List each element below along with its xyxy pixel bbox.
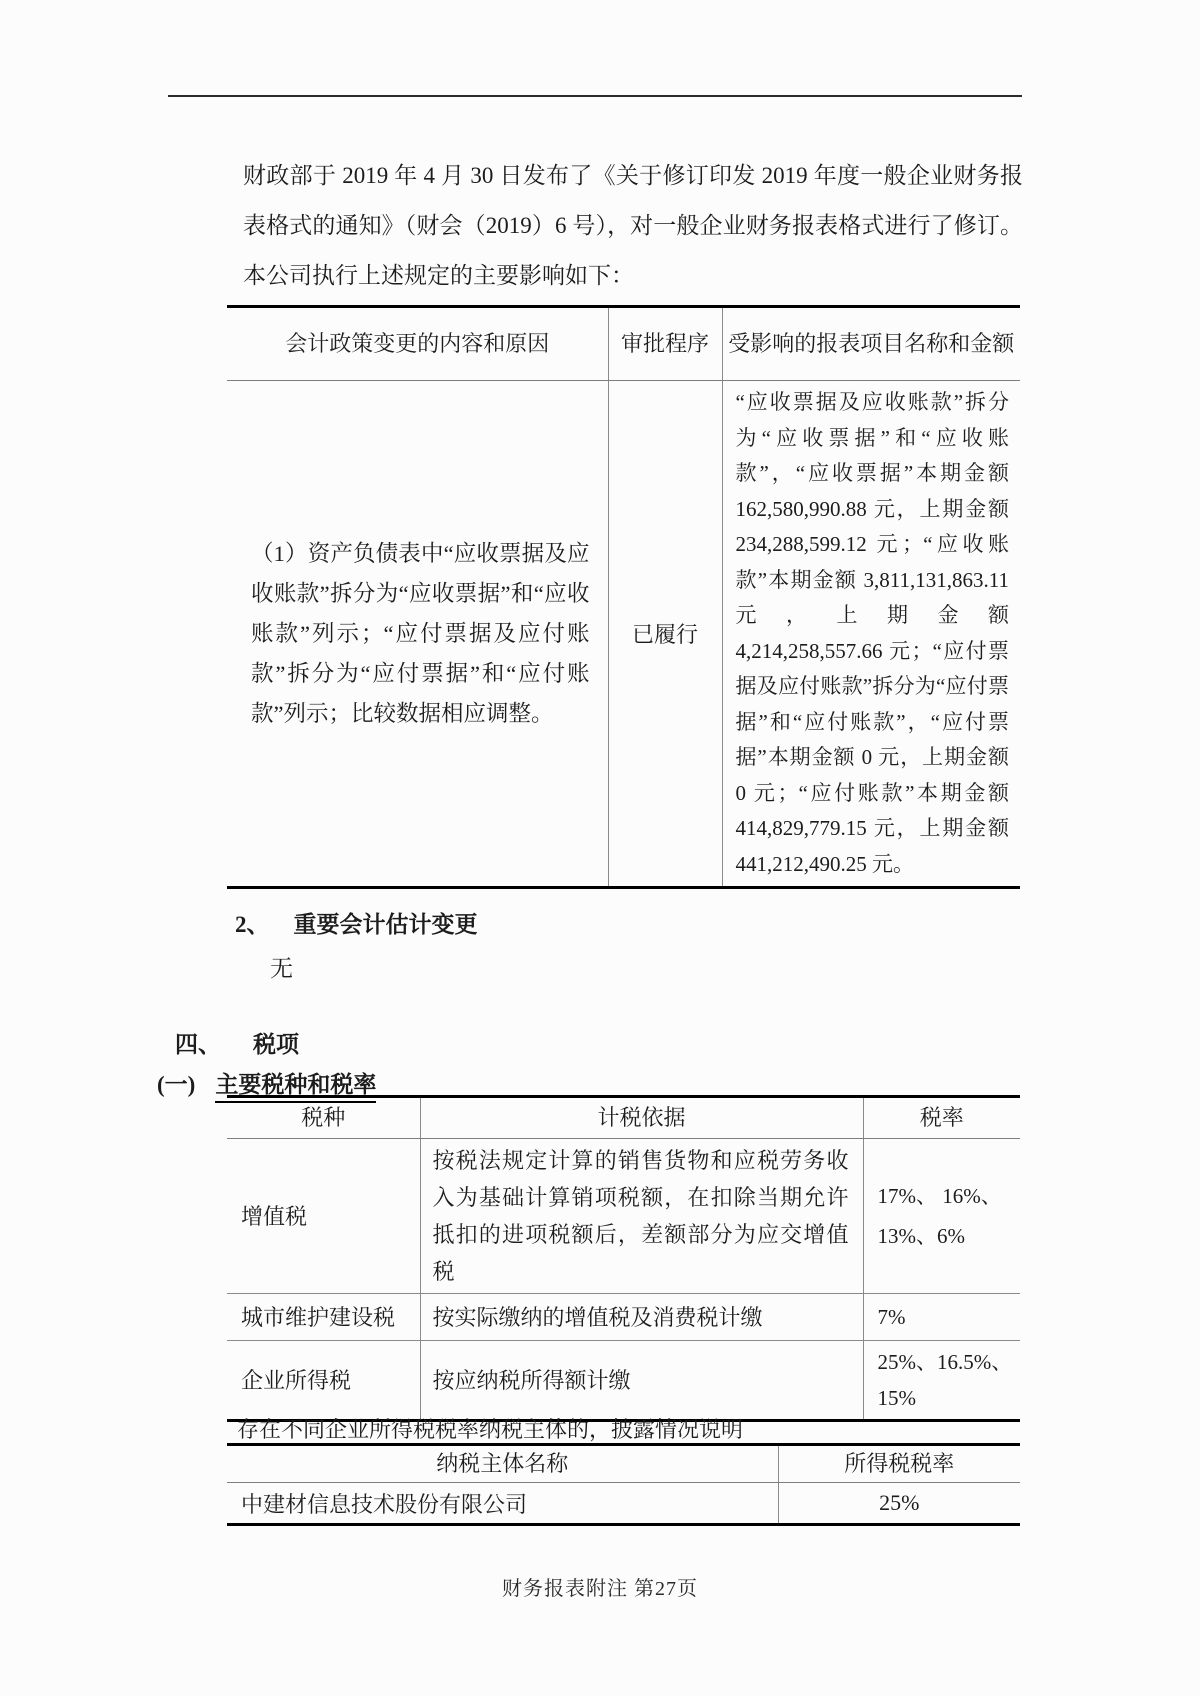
entity-header-name: 纳税主体名称	[227, 1445, 778, 1483]
tax-row-corporate-income	[227, 1341, 1020, 1421]
tax-rate-table	[227, 1095, 1020, 1422]
tax-type-cell: 增值税	[241, 1203, 308, 1229]
entity-header-rate: 所得税税率	[778, 1445, 1020, 1483]
entity-tax-table	[227, 1443, 1020, 1526]
policy-header-approval: 审批程序	[608, 307, 722, 381]
entity-table-header-row	[227, 1445, 1020, 1483]
tax-table-header-row	[227, 1097, 1020, 1139]
policy-approval-cell: 已履行	[608, 381, 722, 888]
section-2-title: 重要会计估计变更	[293, 912, 478, 937]
section-2-body: 无	[270, 956, 293, 981]
tax-header-rate: 税率	[863, 1097, 1020, 1139]
section-4-1-title: 主要税种和税率	[215, 1066, 376, 1103]
tax-type-cell: 城市维护建设税	[227, 1294, 420, 1341]
entity-table-row	[227, 1483, 1020, 1525]
tax-header-type: 税种	[227, 1097, 420, 1139]
section-2-heading	[235, 906, 478, 939]
tax-header-basis: 计税依据	[420, 1097, 863, 1139]
policy-change-table	[227, 305, 1020, 889]
tax-basis-cell: 按税法规定计算的销售货物和应税劳务收入为基础计算销项税额，在扣除当期允许抵扣的进项税额后，差额部分为应交增值税	[420, 1139, 863, 1294]
policy-table-row	[227, 381, 1020, 888]
policy-content-cell: （1）资产负债表中“应收票据及应收账款”拆分为“应收票据”和“应收账款”列示；“应付票据及应付账款”拆分为“应付票据”和“应付账款”列示；比较数据相应调整。	[251, 540, 590, 726]
section-2-number: 2、	[235, 912, 270, 937]
page-footer: 财务报表附注 第27页	[502, 1578, 698, 1600]
tax-rate-cell: 17%、 16%、13%、6%	[863, 1139, 1020, 1294]
tax-rate-cell: 7%	[863, 1294, 1020, 1341]
tax-type-cell: 企业所得税	[227, 1341, 420, 1421]
entity-name-cell: 中建材信息技术股份有限公司	[241, 1491, 528, 1517]
disclosure-note: 存在不同企业所得税税率纳税主体的，披露情况说明	[237, 1417, 744, 1442]
tax-row-urban-maintenance	[227, 1294, 1020, 1341]
section-4-1-number: (一)	[157, 1072, 196, 1097]
tax-rate-cell: 25%、16.5%、15%	[863, 1341, 1020, 1421]
policy-header-affected: 受影响的报表项目名称和金额	[722, 307, 1020, 381]
policy-table-header-row	[227, 307, 1020, 381]
tax-basis-cell: 按实际缴纳的增值税及消费税计缴	[420, 1294, 863, 1341]
section-4-title: 税项	[253, 1032, 299, 1057]
intro-paragraph: 财政部于 2019 年 4 月 30 日发布了《关于修订印发 2019 年度一般企业财务报表格式的通知》（财会（2019）6 号），对一般企业财务报表格式进行了修订。本公司执行上述规定的主要影响如下：	[243, 163, 1023, 288]
section-4-number: 四、	[175, 1032, 221, 1057]
page-header-rule	[168, 95, 1022, 97]
tax-row-vat	[227, 1139, 1020, 1294]
section-4-heading	[175, 1026, 299, 1059]
entity-rate-cell: 25%	[778, 1483, 1020, 1525]
policy-affected-cell: “应收票据及应收账款”拆分为“应收票据”和“应收账款”，“应收票据”本期金额 162,580,990.88 元，上期金额 234,288,599.12 元；“应收账款”本期金额 3,811,131,863.11 元，上期金额 4,214,258,557.66 元；“应付票据及应付账款”拆分为“应付票据”和“应付账款”，“应付票据”本期金额 0 元，上期金额 0 元；“应付账款”本期金额 414,829,779.15 元，上期金额 441,212,490.25 元。	[722, 381, 1020, 888]
tax-basis-cell: 按应纳税所得额计缴	[420, 1341, 863, 1421]
policy-header-content: 会计政策变更的内容和原因	[227, 307, 608, 381]
